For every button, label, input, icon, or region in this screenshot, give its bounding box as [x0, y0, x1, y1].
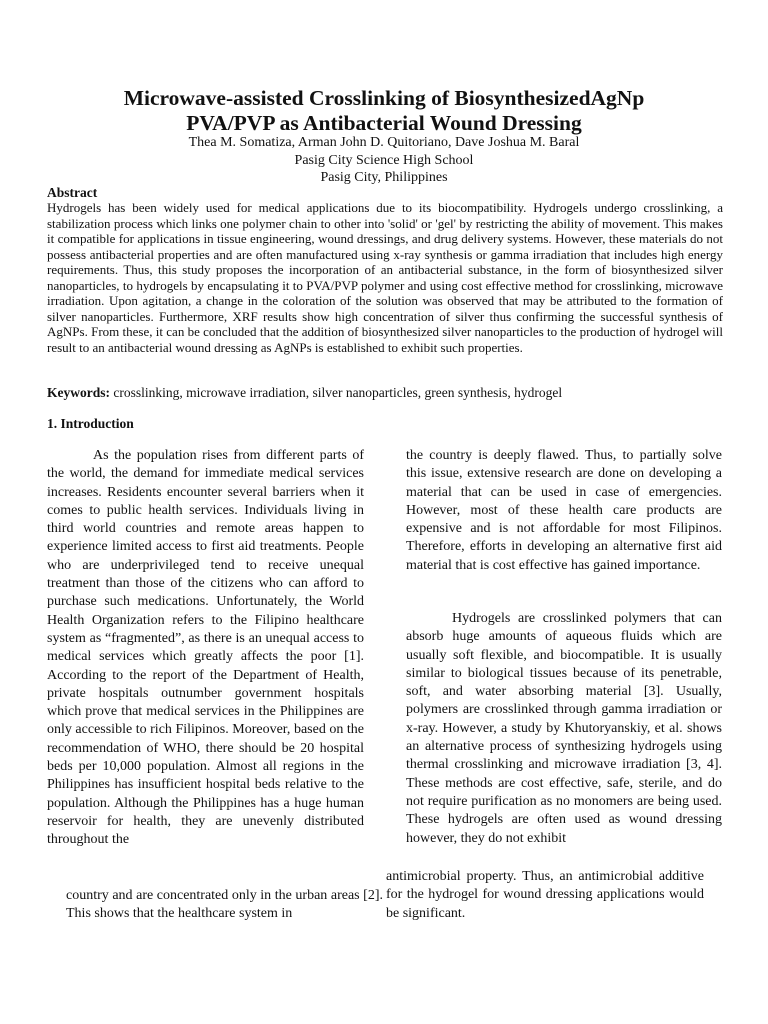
- keywords-text: crosslinking, microwave irradiation, silver nanoparticles, green synthesis, hydrogel: [110, 385, 563, 400]
- intro-right-paragraph-1: the country is deeply flawed. Thus, to partially solve this issue, extensive research are done on developing a material that can be used in case of emergencies. However, most of these health care products are expensive and is not affordable for most Filipinos. Therefore, efforts in developing an alternative first aid material that is cost effective has gained importance.: [406, 448, 722, 573]
- intro-left-column: As the population rises from different parts of the world, the demand for immediate medical services increases. Residents encounter several barriers when it comes to public health services. Individuals living in third world countries and remote areas happen to experience limited access to first aid treatments. People who are underprivileged tend to receive unequal treatment than those of the citizens who can afford to purchase such medications. Unfortunately, the World Health Organization refers to the Filipino healthcare system as “fragmented”, as there is an unequal access to medical services which greatly affects the poor [1]. According to the report of the Department of Health, private hospitals outnumber government hospitals which prove that medical services in the Philippines are only accessible to rich Filipinos. Moreover, based on the recommendation of WHO, there should be 20 hospital beds per 10,000 population. Almost all regions in the Philippines has insufficient hospital beds relative to the population. Although the Philippines has a huge human reservoir for health, they are unevenly distributed throughout the: [47, 448, 364, 848]
- keywords: [47, 384, 723, 402]
- authors: Thea M. Somatiza, Arman John D. Quitoriano, Dave Joshua M. Baral: [188, 135, 580, 150]
- intro-right-column-tail: antimicrobial property. Thus, an antimicrobial additive for the hydrogel for wound dressing applications would be significant.: [386, 869, 704, 921]
- author-block: [40, 134, 728, 187]
- section-heading-introduction: 1. Introduction: [47, 416, 134, 431]
- intro-left-column-tail: country and are concentrated only in the urban areas [2]. This shows that the healthcare system in: [66, 888, 383, 922]
- title-line-1: Microwave-assisted Crosslinking of BiosynthesizedAgNp: [123, 86, 645, 110]
- location: Pasig City, Philippines: [320, 170, 448, 185]
- paper-title: [40, 86, 728, 136]
- intro-right-paragraph-2: Hydrogels are crosslinked polymers that can absorb huge amounts of aqueous fluids which are usually soft flexible, and biocompatible. It is usually similar to biological tissues because of its penetrable, soft, and water absorbing material [3]. Usually, polymers are crosslinked through gamma irradiation or x-ray. However, a study by Khutoryanskiy, et al. shows an alternative process of synthesizing hydrogels using thermal crosslinking and microwave irradiation [3, 4]. These methods are cost effective, safe, sterile, and do not require purification as no monomers are being used. These hydrogels are often used as wound dressing however, they do not exhibit: [406, 611, 722, 846]
- abstract-text: Hydrogels has been widely used for medical applications due to its biocompatibility. Hydrogels undergo crosslinking, a stabilization process which links one polymer chain to other into 'solid' or 'gel' by restricting the ability of movement. This makes it compatible for applications in tissue engineering, wound dressings, and drug delivery systems. However, these materials do not possess antibacterial properties and are often manufactured using x-ray synthesis or gamma irradiation that includes high energy requirements. Thus, this study proposes the incorporation of an antibacterial substance, in the form of biosynthesized silver nanoparticles, to hydrogels by encapsulating it to PVA/PVP polymer and using cost effective method for crosslinking, microwave irradiation. Upon agitation, a change in the coloration of the solution was observed that may be attributed to the formation of silver nanoparticles. Furthermore, XRF results show high concentration of silver thus confirming the successful synthesis of AgNPs. From these, it can be concluded that the addition of biosynthesized silver nanoparticles to the production of hydrogel will result to an antibacterial wound dressing as AgNPs is established to exhibit such properties.: [47, 200, 723, 355]
- affiliation: Pasig City Science High School: [294, 152, 474, 168]
- keywords-label: Keywords:: [47, 385, 110, 400]
- title-line-2: PVA/PVP as Antibacterial Wound Dressing: [186, 111, 582, 135]
- abstract-heading: Abstract: [47, 185, 98, 200]
